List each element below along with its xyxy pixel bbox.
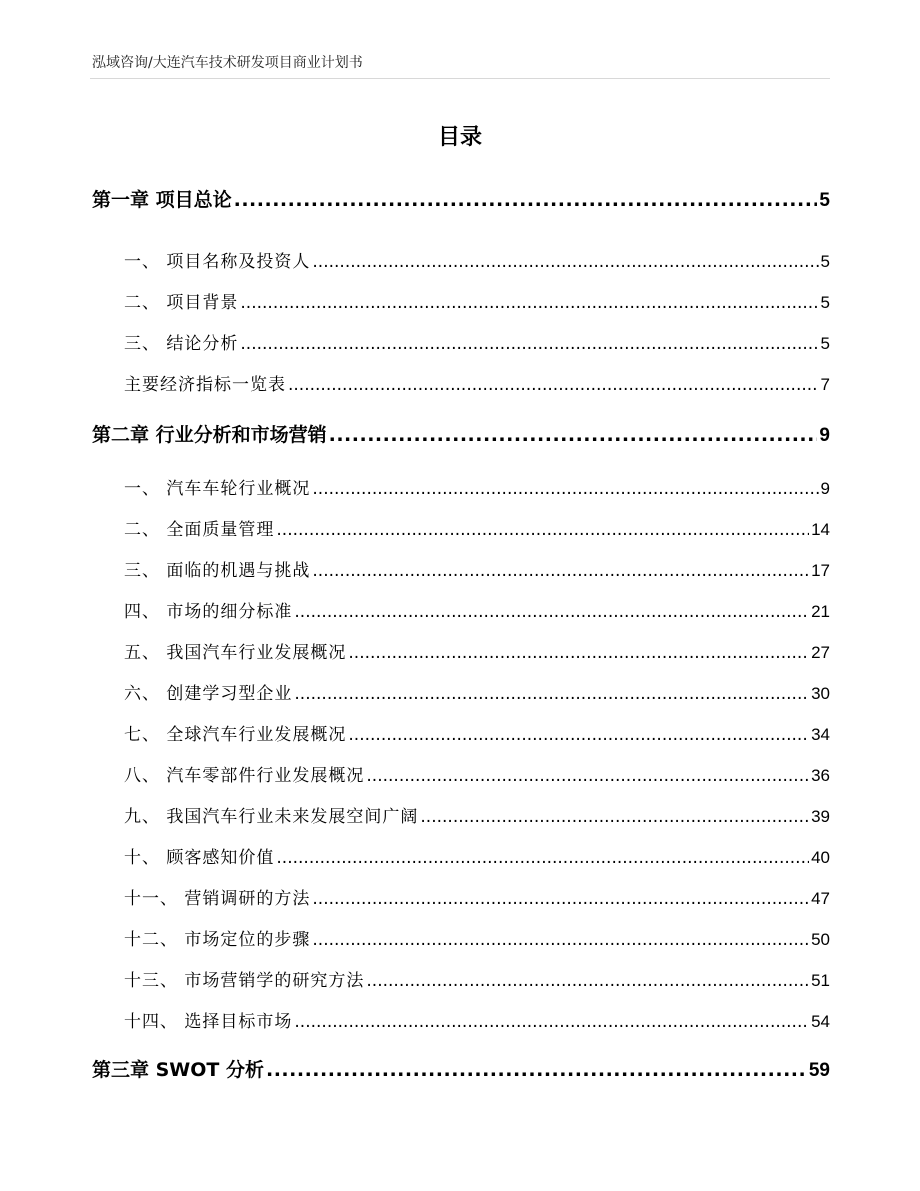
- toc-entry-section[interactable]: [124, 247, 830, 272]
- toc-entry-text: 第一章 项目总论: [92, 189, 232, 211]
- dot-leader: [266, 1059, 807, 1081]
- toc-entry-page: 34: [811, 725, 830, 744]
- toc-entry-page: 39: [811, 807, 830, 826]
- dot-leader: [240, 334, 818, 354]
- dot-leader: [312, 479, 818, 499]
- toc-entry-page: 17: [811, 561, 830, 580]
- toc-entry-page: 50: [811, 930, 830, 949]
- header-divider: [90, 78, 830, 79]
- toc-entry-text: 一、 项目名称及投资人: [124, 252, 311, 272]
- toc-entry-page: 5: [819, 190, 830, 211]
- toc-entry-text: 十四、 选择目标市场: [124, 1012, 293, 1032]
- toc-entry-section[interactable]: [124, 802, 830, 827]
- toc-entry-text: 五、 我国汽车行业发展概况: [124, 643, 347, 663]
- toc-entry-text: 十二、 市场定位的步骤: [124, 930, 311, 950]
- toc-entry-page: 51: [811, 971, 830, 990]
- toc-entry-text: 第三章 SWOT 分析: [92, 1059, 264, 1081]
- dot-leader: [312, 561, 809, 581]
- toc-entry-page: 5: [820, 252, 830, 271]
- toc-entry-text: 六、 创建学习型企业: [124, 684, 293, 704]
- toc-entry-page: 36: [811, 766, 830, 785]
- toc-entry-chapter[interactable]: [92, 1055, 830, 1082]
- toc-entry-text: 二、 项目背景: [124, 293, 239, 313]
- toc-entry-page: 14: [811, 520, 830, 539]
- toc-entry-section[interactable]: [124, 925, 830, 950]
- toc-entry-text: 三、 面临的机遇与挑战: [124, 561, 311, 581]
- toc-entry-section[interactable]: [124, 720, 830, 745]
- dot-leader: [312, 930, 809, 950]
- toc-entry-section[interactable]: [124, 288, 830, 313]
- dot-leader: [312, 252, 818, 272]
- toc-entry-section[interactable]: [124, 370, 830, 395]
- toc-entry-page: 9: [820, 479, 830, 498]
- dot-leader: [366, 971, 809, 991]
- toc-entry-section[interactable]: [124, 638, 830, 663]
- dot-leader: [294, 684, 809, 704]
- toc-title: 目录: [437, 125, 482, 150]
- dot-leader: [294, 602, 809, 622]
- dot-leader: [240, 293, 818, 313]
- toc-entry-page: 27: [811, 643, 830, 662]
- toc-entry-page: 59: [808, 1060, 830, 1081]
- toc-entry-section[interactable]: [124, 966, 830, 991]
- toc-entry-text: 一、 汽车车轮行业概况: [124, 479, 311, 499]
- dot-leader: [348, 643, 809, 663]
- toc-entry-text: 八、 汽车零部件行业发展概况: [124, 766, 365, 786]
- toc-entry-section[interactable]: [124, 761, 830, 786]
- toc-entry-text: 九、 我国汽车行业未来发展空间广阔: [124, 807, 419, 827]
- toc-entry-section[interactable]: [124, 679, 830, 704]
- toc-entry-page: 5: [820, 334, 830, 353]
- dot-leader: [420, 807, 809, 827]
- running-header: 泓域咨询/大连汽车技术研发项目商业计划书: [92, 55, 363, 71]
- toc-entry-page: 21: [811, 602, 830, 621]
- toc-entry-section[interactable]: [124, 329, 830, 354]
- toc-entry-chapter[interactable]: [92, 185, 830, 212]
- toc-entry-section[interactable]: [124, 843, 830, 868]
- toc-entry-page: 7: [820, 375, 830, 394]
- toc-entry-section[interactable]: [124, 515, 830, 540]
- toc-entry-text: 四、 市场的细分标准: [124, 602, 293, 622]
- toc-entry-text: 二、 全面质量管理: [124, 520, 275, 540]
- dot-leader: [288, 375, 819, 395]
- dot-leader: [276, 520, 809, 540]
- toc-entry-chapter[interactable]: [92, 420, 830, 447]
- toc-entry-text: 三、 结论分析: [124, 334, 239, 354]
- toc-entry-section[interactable]: [124, 597, 830, 622]
- toc-entry-text: 十、 顾客感知价值: [124, 848, 275, 868]
- dot-leader: [366, 766, 809, 786]
- toc-entry-section[interactable]: [124, 1007, 830, 1032]
- toc-entry-text: 第二章 行业分析和市场营销: [92, 424, 327, 446]
- toc-entry-section[interactable]: [124, 884, 830, 909]
- toc-entry-page: 40: [811, 848, 830, 867]
- toc-entry-page: 47: [811, 889, 830, 908]
- toc-entry-page: 9: [819, 425, 830, 446]
- toc-entry-text: 主要经济指标一览表: [124, 375, 286, 395]
- dot-leader: [294, 1012, 809, 1032]
- toc-entry-section[interactable]: [124, 474, 830, 499]
- toc-entry-page: 5: [820, 293, 830, 312]
- toc-entry-text: 十一、 营销调研的方法: [124, 889, 311, 909]
- dot-leader: [312, 889, 809, 909]
- toc-entry-page: 30: [811, 684, 830, 703]
- toc-entry-section[interactable]: [124, 556, 830, 581]
- dot-leader: [348, 725, 809, 745]
- dot-leader: [234, 189, 818, 211]
- dot-leader: [276, 848, 809, 868]
- toc-entry-page: 54: [811, 1012, 830, 1031]
- dot-leader: [329, 424, 818, 446]
- toc-entry-text: 十三、 市场营销学的研究方法: [124, 971, 365, 991]
- toc-entry-text: 七、 全球汽车行业发展概况: [124, 725, 347, 745]
